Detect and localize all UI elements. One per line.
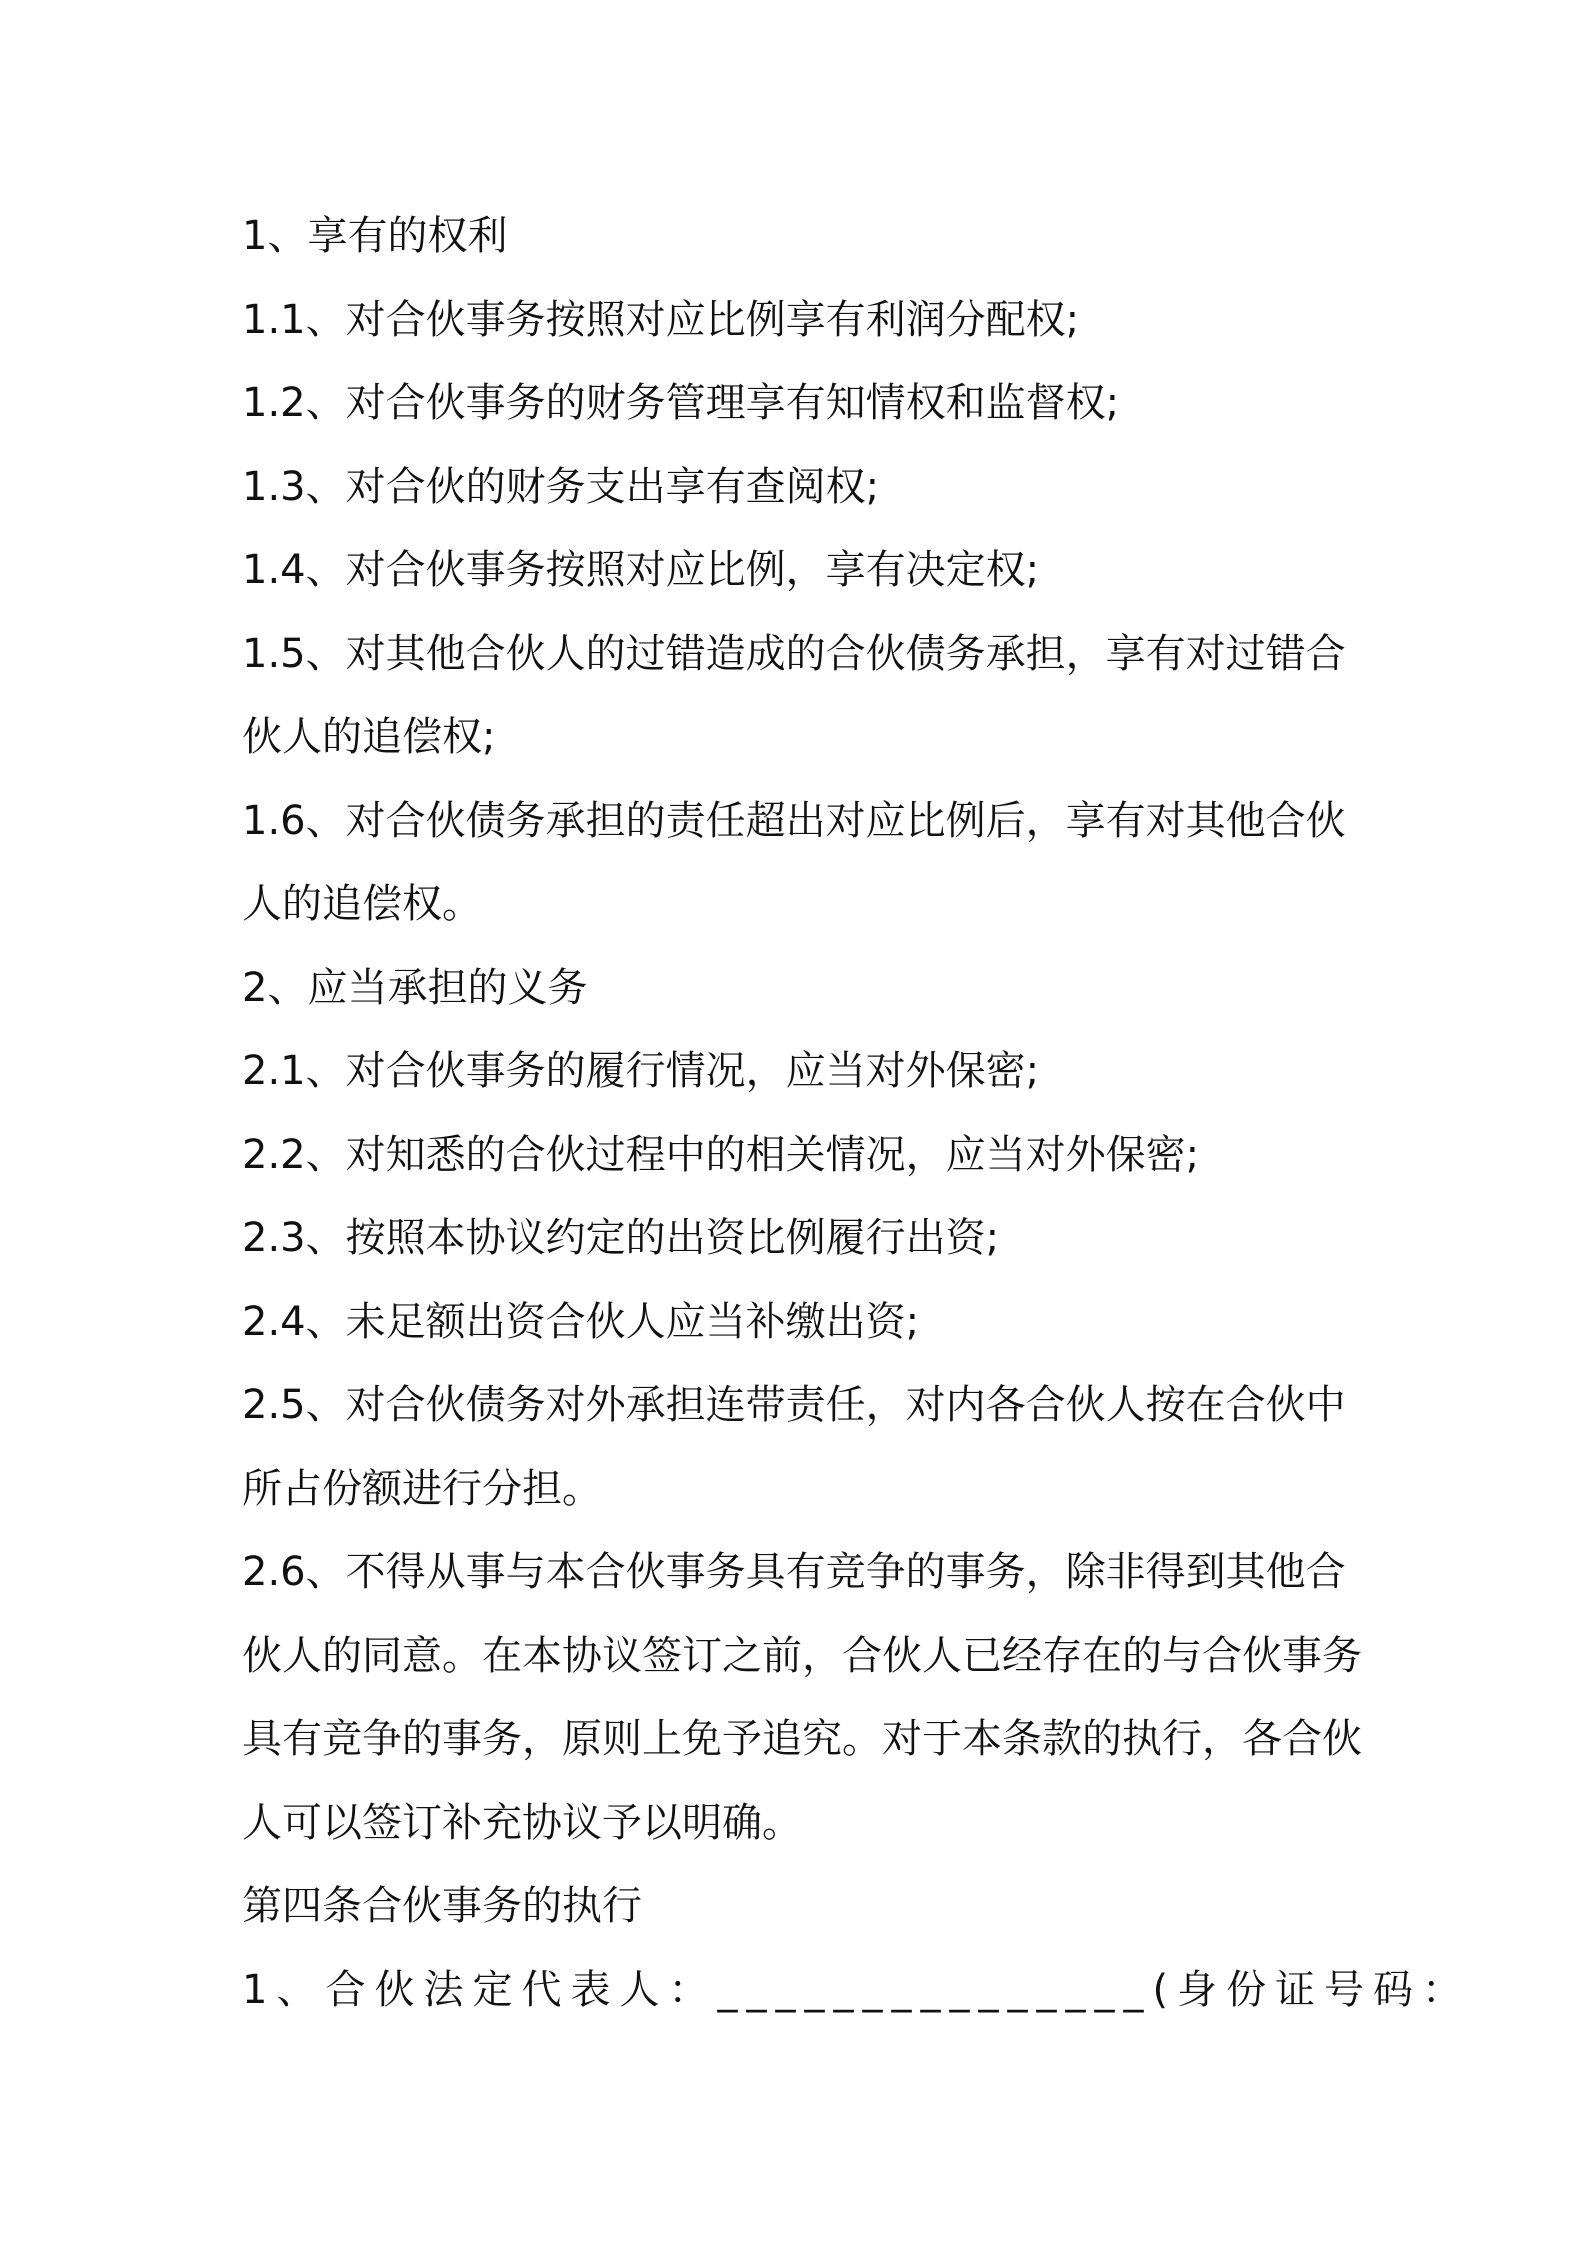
clause-1-5-line-2: 伙人的追偿权; [242, 714, 496, 760]
clause-1-4: 1.4、对合伙事务按照对应比例，享有决定权; [242, 547, 1040, 593]
clause-2-6-line-4: 人可以签订补充协议予以明确。 [242, 1799, 802, 1846]
clause-2-6-line-1: 2.6、不得从事与本合伙事务具有竞争的事务，除非得到其他合 [242, 1549, 1346, 1595]
clause-2-5-line-2: 所占份额进行分担。 [242, 1465, 602, 1512]
clause-1-1: 1.1、对合伙事务按照对应比例享有利润分配权; [242, 296, 1080, 343]
clause-2-3: 2.3、按照本协议约定的出资比例履行出资; [242, 1215, 1000, 1261]
section-heading-obligations: 2、应当承担的义务 [242, 964, 588, 1011]
clause-2-2: 2.2、对知悉的合伙过程中的相关情况，应当对外保密; [242, 1131, 1200, 1178]
clause-2-4: 2.4、未足额出资合伙人应当补缴出资; [242, 1298, 920, 1345]
clause-2-1: 2.1、对合伙事务的履行情况，应当对外保密; [242, 1048, 1040, 1094]
clause-1-3: 1.3、对合伙的财务支出享有查阅权; [242, 463, 880, 510]
document-body [242, 195, 1472, 2032]
clause-1-5-line-1: 1.5、对其他合伙人的过错造成的合伙债务承担，享有对过错合 [242, 630, 1346, 677]
clause-1-2: 1.2、对合伙事务的财务管理享有知情权和监督权; [242, 380, 1120, 426]
section-heading-rights: 1、享有的权利 [242, 213, 508, 259]
clause-2-5-line-1: 2.5、对合伙债务对外承担连带责任，对内各合伙人按在合伙中 [242, 1382, 1346, 1428]
article-four-heading: 第四条合伙事务的执行 [242, 1883, 642, 1929]
clause-1-6-line-1: 1.6、对合伙债务承担的责任超出对应比例后，享有对其他合伙 [242, 797, 1346, 844]
clause-2-6-line-3: 具有竞争的事务，原则上免予追究。对于本条款的执行，各合伙 [242, 1716, 1362, 1762]
clause-2-6-line-2: 伙人的同意。在本协议签订之前，合伙人已经存在的与合伙事务 [242, 1632, 1362, 1679]
legal-representative-line: 1、合伙法定代表人：_______________(身份证号码： [242, 1966, 1472, 2013]
clause-1-6-line-2: 人的追偿权。 [242, 881, 482, 927]
